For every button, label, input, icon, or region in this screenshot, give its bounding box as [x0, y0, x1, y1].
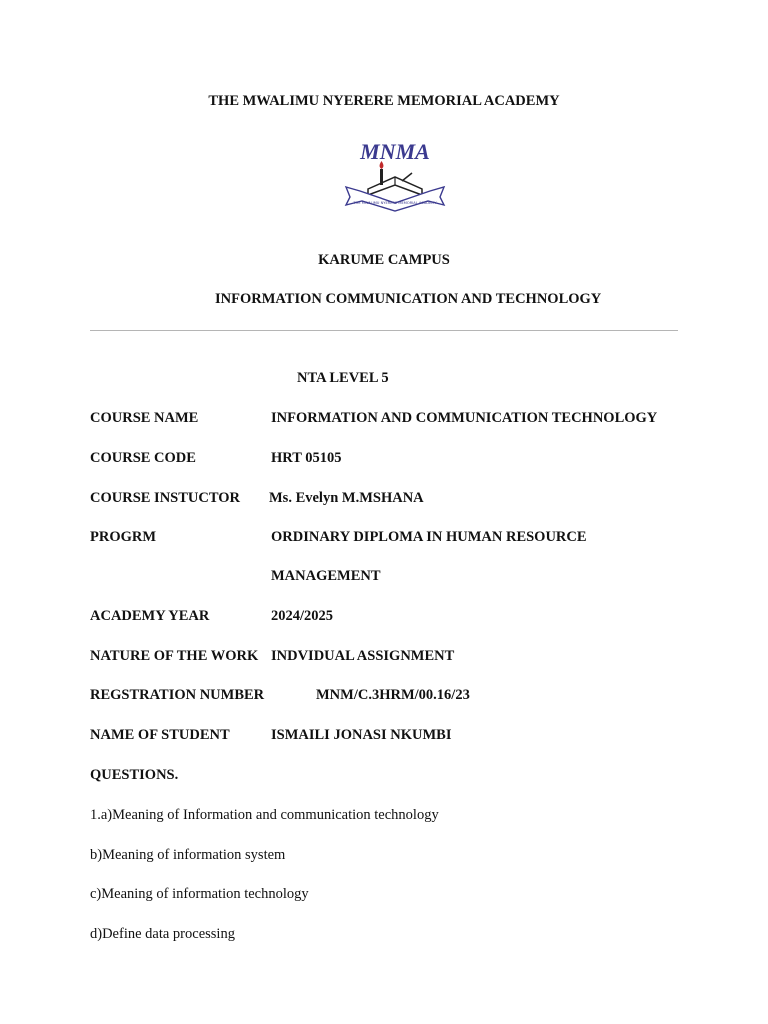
- questions-heading: QUESTIONS.: [90, 767, 179, 783]
- value-registration-number: MNM/C.3HRM/00.16/23: [316, 687, 470, 703]
- value-course-instructor: Ms. Evelyn M.MSHANA: [269, 490, 424, 506]
- value-nature-of-work: INDVIDUAL ASSIGNMENT: [271, 648, 455, 664]
- label-registration-number: REGSTRATION NUMBER: [90, 687, 265, 703]
- value-programme-continued: MANAGEMENT: [271, 568, 381, 584]
- ribbon-banner: [346, 187, 444, 211]
- question-item: d)Define data processing: [90, 926, 235, 942]
- campus-name: KARUME CAMPUS: [318, 252, 450, 268]
- label-course-name: COURSE NAME: [90, 410, 199, 426]
- label-academy-year: ACADEMY YEAR: [90, 608, 210, 624]
- value-course-code: HRT 05105: [271, 450, 342, 466]
- torch-icon: [380, 169, 383, 185]
- value-academy-year: 2024/2025: [271, 608, 334, 624]
- pen-icon: [402, 173, 412, 181]
- label-course-instructor: COURSE INSTUCTOR: [90, 490, 241, 506]
- academy-logo: [340, 137, 450, 212]
- horizontal-divider: [90, 330, 678, 331]
- logo-letters: MNMA: [360, 139, 430, 164]
- label-nature-of-work: NATURE OF THE WORK: [90, 648, 259, 664]
- question-item: c)Meaning of information technology: [90, 886, 309, 902]
- value-course-name: INFORMATION AND COMMUNICATION TECHNOLOGY: [271, 410, 658, 426]
- institution-title: THE MWALIMU NYERERE MEMORIAL ACADEMY: [208, 93, 560, 109]
- department-name: INFORMATION COMMUNICATION AND TECHNOLOGY: [215, 291, 602, 307]
- label-programme: PROGRM: [90, 529, 157, 545]
- label-student-name: NAME OF STUDENT: [90, 727, 230, 743]
- value-student-name: ISMAILI JONASI NKUMBI: [271, 727, 452, 743]
- label-course-code: COURSE CODE: [90, 450, 196, 466]
- question-item: 1.a)Meaning of Information and communication technology: [90, 807, 439, 823]
- ribbon-text: THE MWALIMU NYERERE MEMORIAL ACADEMY: [353, 201, 437, 205]
- nta-level: NTA LEVEL 5: [297, 370, 389, 386]
- question-item: b)Meaning of information system: [90, 847, 286, 863]
- value-programme: ORDINARY DIPLOMA IN HUMAN RESOURCE: [271, 529, 587, 545]
